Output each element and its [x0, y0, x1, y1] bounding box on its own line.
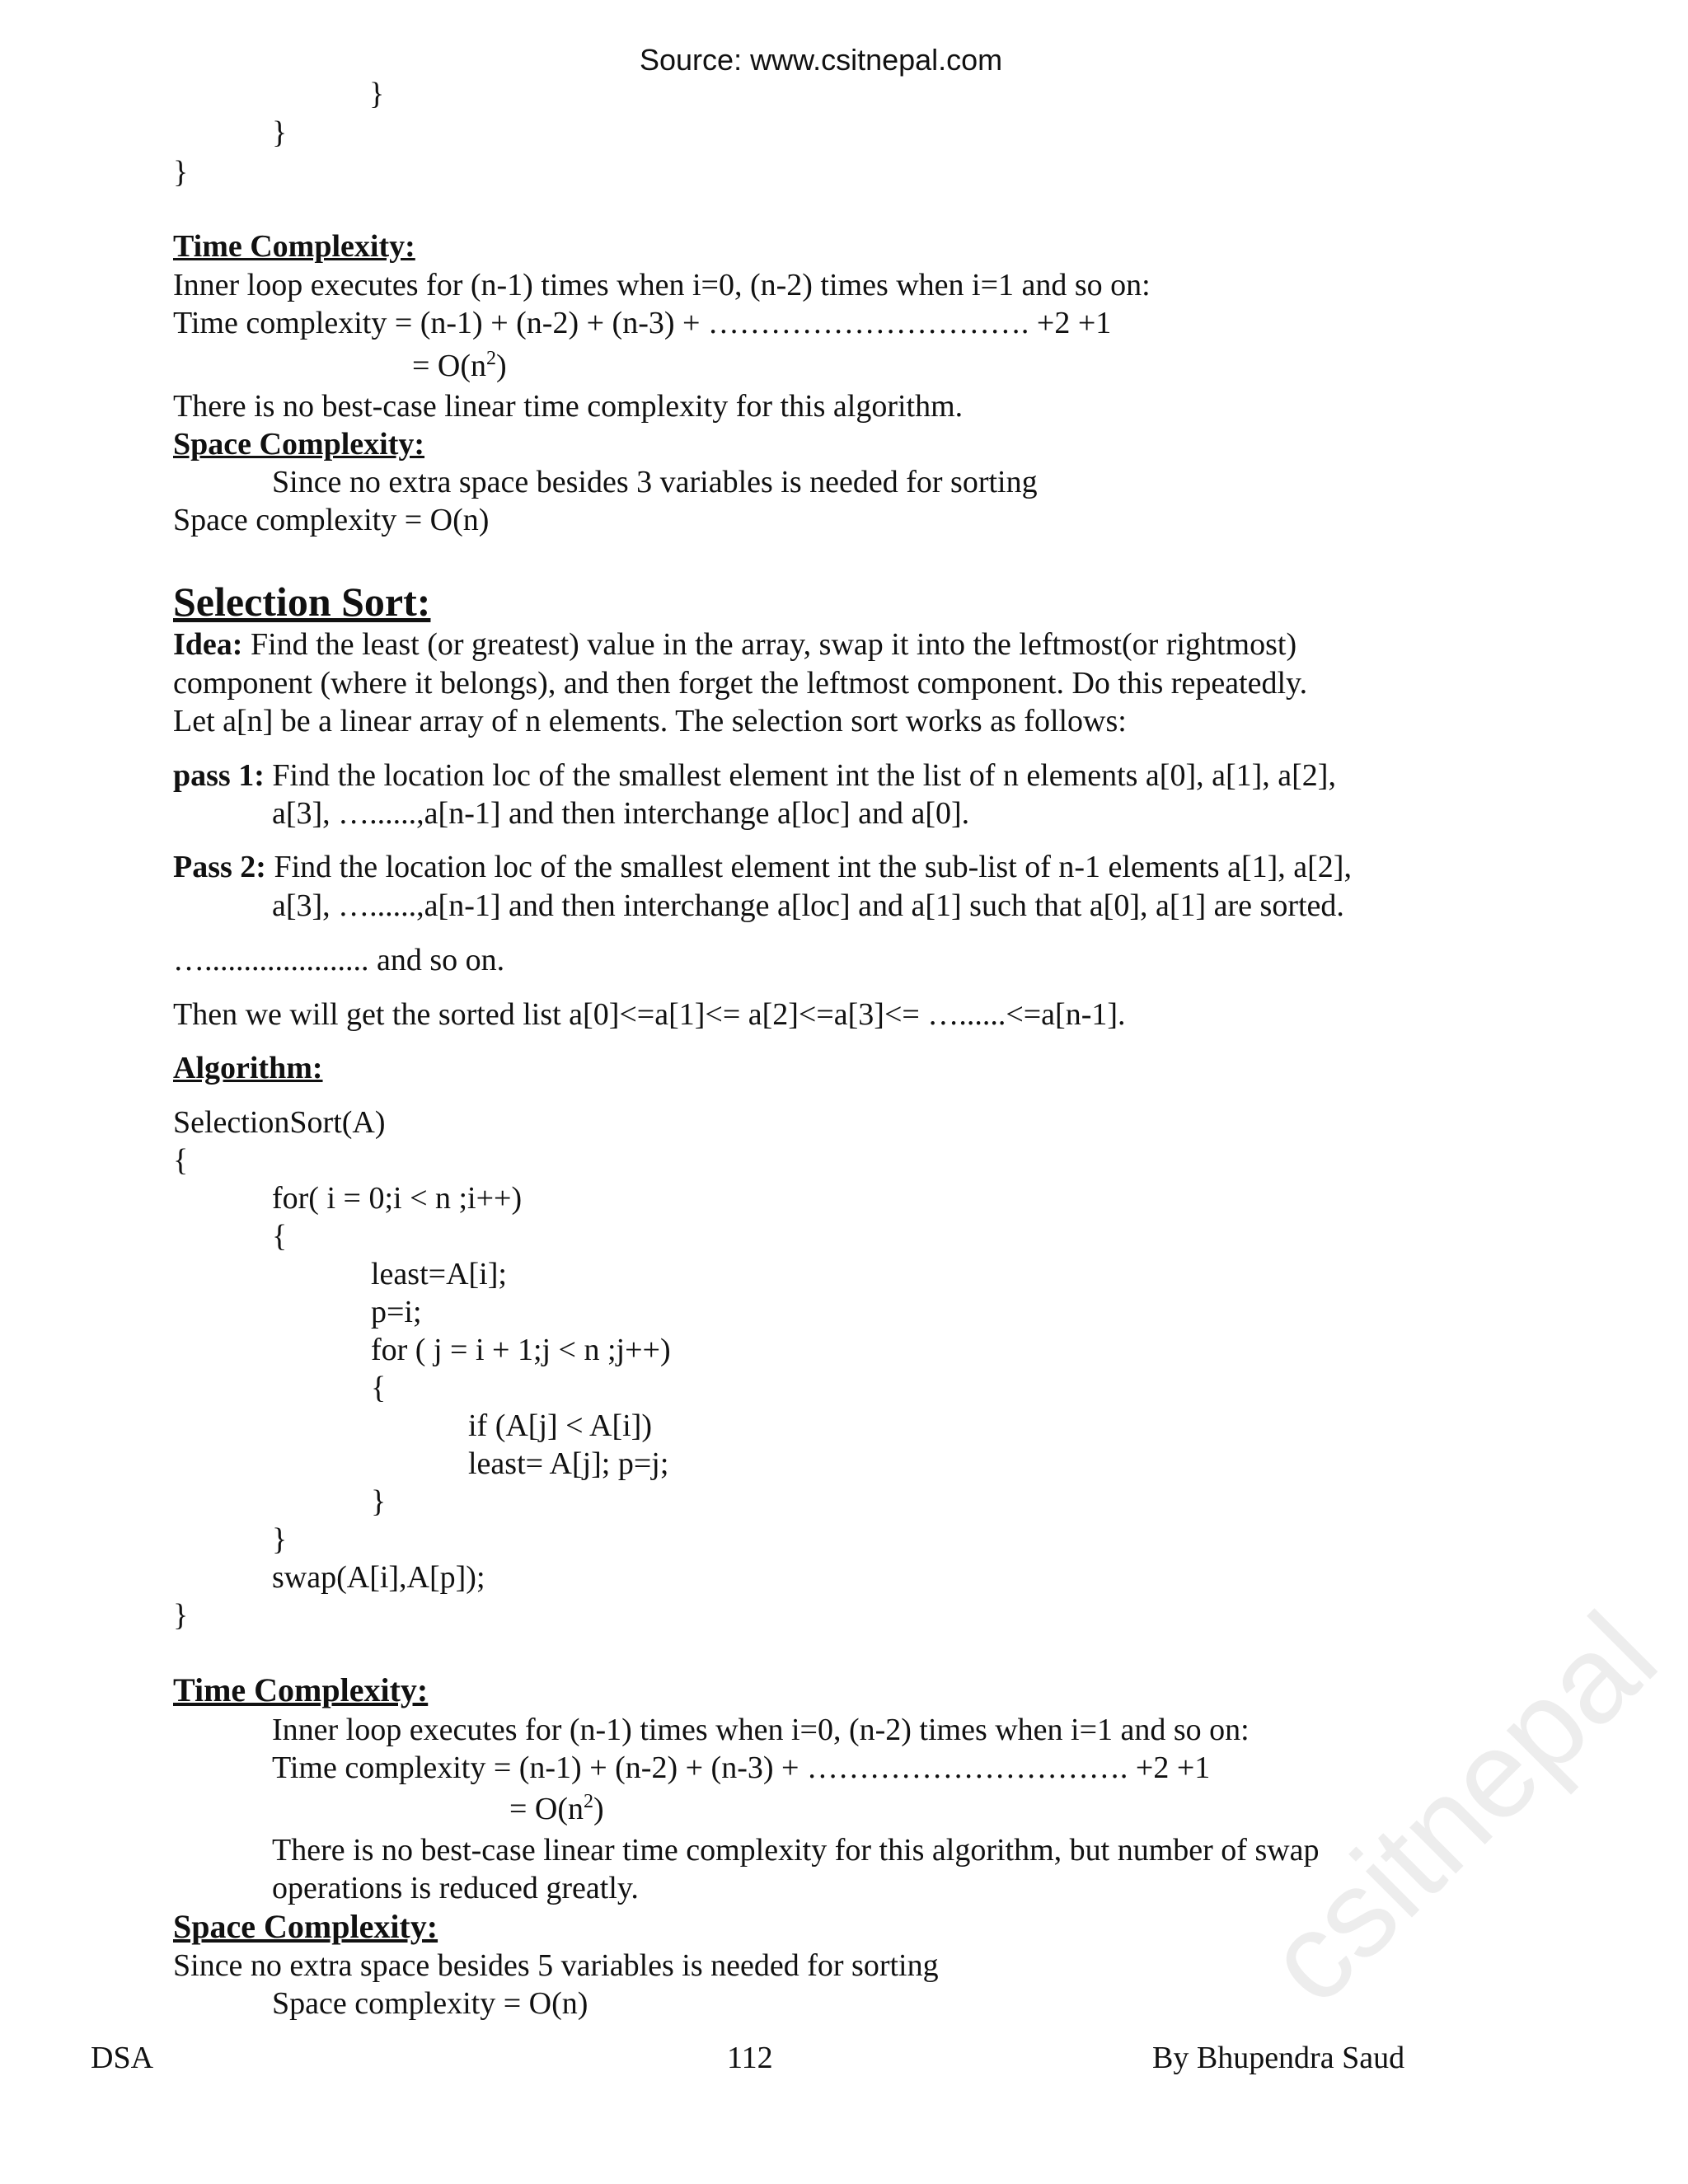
code-line: for( i = 0;i < n ;i++) [272, 1181, 523, 1216]
code-line: swap(A[i],A[p]); [272, 1560, 485, 1595]
code-brace: } [369, 77, 385, 111]
idea-line: Idea: Find the least (or greatest) value in the array, swap it into the leftmost(or rightmost) [173, 627, 1297, 662]
code-line: } [272, 1522, 288, 1557]
code-line: { [371, 1371, 387, 1405]
pass-1-line: pass 1: Find the location loc of the smallest element int the list of n elements a[0], a[1], a[2], [173, 758, 1336, 793]
code-line: p=i; [371, 1295, 422, 1329]
pass-2-line: Pass 2: Find the location loc of the smallest element int the sub-list of n-1 elements a[1], a[2], [173, 850, 1352, 884]
paragraph-line: There is no best-case linear time complexity for this algorithm. [173, 389, 964, 424]
paragraph-line: …..................... and so on. [173, 943, 505, 977]
code-brace: } [173, 155, 189, 190]
algorithm-heading: Algorithm: [173, 1051, 323, 1085]
paragraph-line: Since no extra space besides 3 variables is needed for sorting [272, 465, 1038, 499]
code-line: { [173, 1143, 189, 1178]
footer-left: DSA [91, 2041, 154, 2075]
source-header: Source: www.csitnepal.com [640, 43, 1003, 77]
paragraph-line: Inner loop executes for (n-1) times when i=0, (n-2) times when i=1 and so on: [272, 1713, 1250, 1747]
paragraph-line: Then we will get the sorted list a[0]<=a[1]<= a[2]<=a[3]<= …......<=a[n-1]. [173, 997, 1126, 1032]
paragraph-line: Let a[n] be a linear array of n elements. The selection sort works as follows: [173, 704, 1127, 738]
section-title: Selection Sort: [173, 579, 431, 625]
space-complexity-heading: Space Complexity: [173, 1908, 438, 1945]
paragraph-line: Space complexity = O(n) [173, 503, 490, 537]
code-line: least=A[i]; [371, 1257, 507, 1291]
code-line: } [173, 1598, 189, 1633]
paragraph-line: a[3], …......,a[n-1] and then interchange a[loc] and a[0]. [272, 796, 970, 831]
paragraph-line: Space complexity = O(n) [272, 1986, 588, 2021]
time-complexity-heading: Time Complexity: [173, 1671, 429, 1708]
space-complexity-heading: Space Complexity: [173, 427, 425, 462]
time-complexity-result: = $O(n^2)$ [412, 348, 507, 383]
code-line: { [272, 1219, 288, 1254]
paragraph-line: Since no extra space besides 5 variables is needed for sorting [173, 1948, 939, 1983]
code-line: } [371, 1484, 387, 1519]
page-number: 112 [727, 2041, 773, 2075]
code-line: SelectionSort(A) [173, 1105, 386, 1140]
paragraph-line: Time complexity = (n-1) + (n-2) + (n-3) + …………………………. +2 +1 [272, 1750, 1211, 1785]
code-brace: } [272, 115, 288, 150]
paragraph-line: There is no best-case linear time complexity for this algorithm, but number of swap [272, 1833, 1320, 1868]
code-line: for ( j = i + 1;j < n ;j++) [371, 1333, 671, 1367]
paragraph-line: Time complexity = (n-1) + (n-2) + (n-3) + …………………………. +2 +1 [173, 306, 1112, 340]
code-line: if (A[j] < A[i]) [468, 1408, 652, 1443]
footer-author: By Bhupendra Saud [1152, 2041, 1405, 2075]
watermark: csitnepal [1239, 1586, 1683, 2030]
time-complexity-heading: Time Complexity: [173, 229, 415, 264]
paragraph-line: component (where it belongs), and then forget the leftmost component. Do this repeatedly. [173, 666, 1308, 701]
paragraph-line: Inner loop executes for (n-1) times when i=0, (n-2) times when i=1 and so on: [173, 268, 1151, 302]
code-line: least= A[j]; p=j; [468, 1446, 669, 1481]
paragraph-line: a[3], …......,a[n-1] and then interchange a[loc] and a[1] such that a[0], a[1] are sorted. [272, 888, 1344, 923]
time-complexity-result: = $O(n^2)$ [509, 1791, 604, 1826]
paragraph-line: operations is reduced greatly. [272, 1871, 639, 1905]
